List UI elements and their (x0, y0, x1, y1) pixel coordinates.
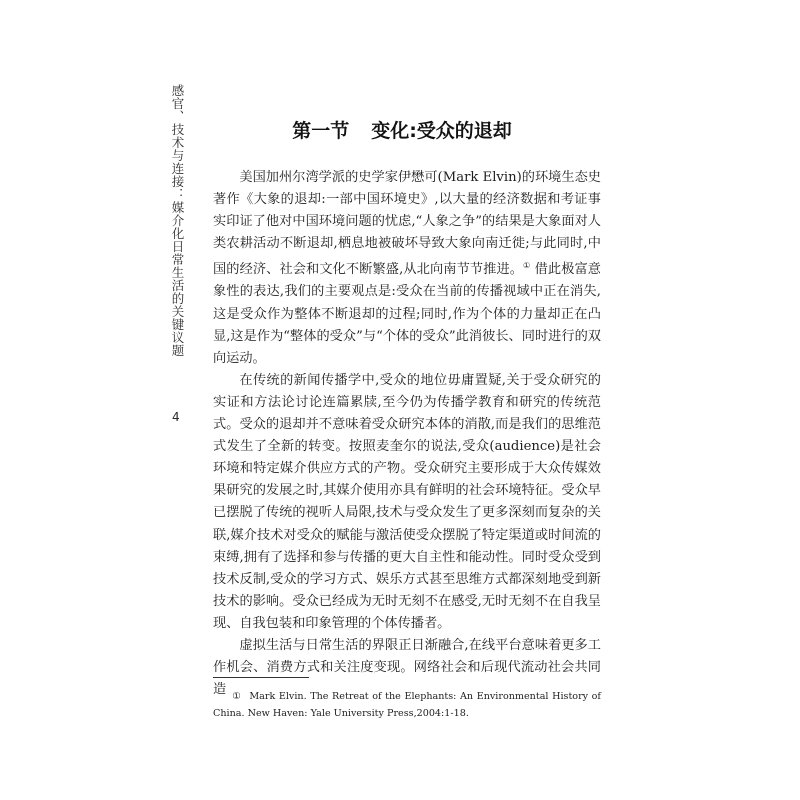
section-title (240, 116, 564, 143)
footnote-text: Mark Elvin. The Retreat of the Elephants: An Environmental History of China. New Haven: Yale University Press,2004:1-18. (213, 691, 601, 719)
paragraph-text: 虚拟生活与日常生活的界限正日渐融合,在线平台意味着更多工作机会、消费方式和关注度变现。网络社会和后现代流动社会共同造 (213, 637, 601, 698)
footnote-reference[interactable]: ① (523, 261, 531, 271)
footnote-divider (213, 677, 309, 678)
running-head: 感官、技术与连接：媒介化日常生活的关键议题 (170, 84, 185, 357)
page-number: 4 (172, 410, 180, 424)
paragraph (213, 370, 601, 635)
paragraph-text: 美国加州尔湾学派的史学家伊懋可(Mark Elvin)的环境生态史著作《大象的退却:一部中国环境史》,以大量的经济数据和考证事实印证了他对中国环境问题的忧虑,“人象之争”的结果是大象面对人类农耕活动不断退却,栖息地被破坏导致大象向南迁徙;与此同时,中国的经济、社会和文化不断繁盛,从北向南节节推进。 (213, 170, 601, 278)
footnote-mark: ① (232, 691, 242, 702)
paragraph (213, 167, 601, 370)
footnote (213, 688, 601, 722)
paragraph-text: 在传统的新闻传播学中,受众的地位毋庸置疑,关于受众研究的实证和方法论讨论连篇累牍,至今仍为传播学教育和研究的传统范式。受众的退却并不意味着受众研究本体的消散,而是我们的思维范式发生了全新的转变。按照麦奎尔的说法,受众(audience)是社会环境和特定媒介供应方式的产物。受众研究主要形成于大众传媒效果研究的发展之时,其媒介使用亦具有鲜明的社会环境特征。受众早已摆脱了传统的视听人局限,技术与受众发生了更多深刻而复杂的关联,媒介技术对受众的赋能与激活使受众摆脱了特定渠道或时间流的束缚,拥有了选择和参与传播的更大自主性和能动性。同时受众受到技术反制,受众的学习方式、娱乐方式甚至思维方式都深刻地受到新技术的影响。受众已经成为无时无刻不在感受,无时无刻不在自我呈现、自我包装和印象管理的个体传播者。 (213, 372, 601, 631)
section-number: 第一节 (292, 120, 350, 142)
paragraph-text: 借此极富意象性的表达,我们的主要观点是:受众在当前的传播视域中正在消失,这是受众作为整体不断退却的过程;同时,作为个体的力量却正在凸显,这是作为“整体的受众”与“个体的受众”此消彼长、同时进行的双向运动。 (213, 262, 601, 366)
body-text (213, 167, 601, 701)
section-heading: 变化:受众的退却 (371, 120, 512, 142)
